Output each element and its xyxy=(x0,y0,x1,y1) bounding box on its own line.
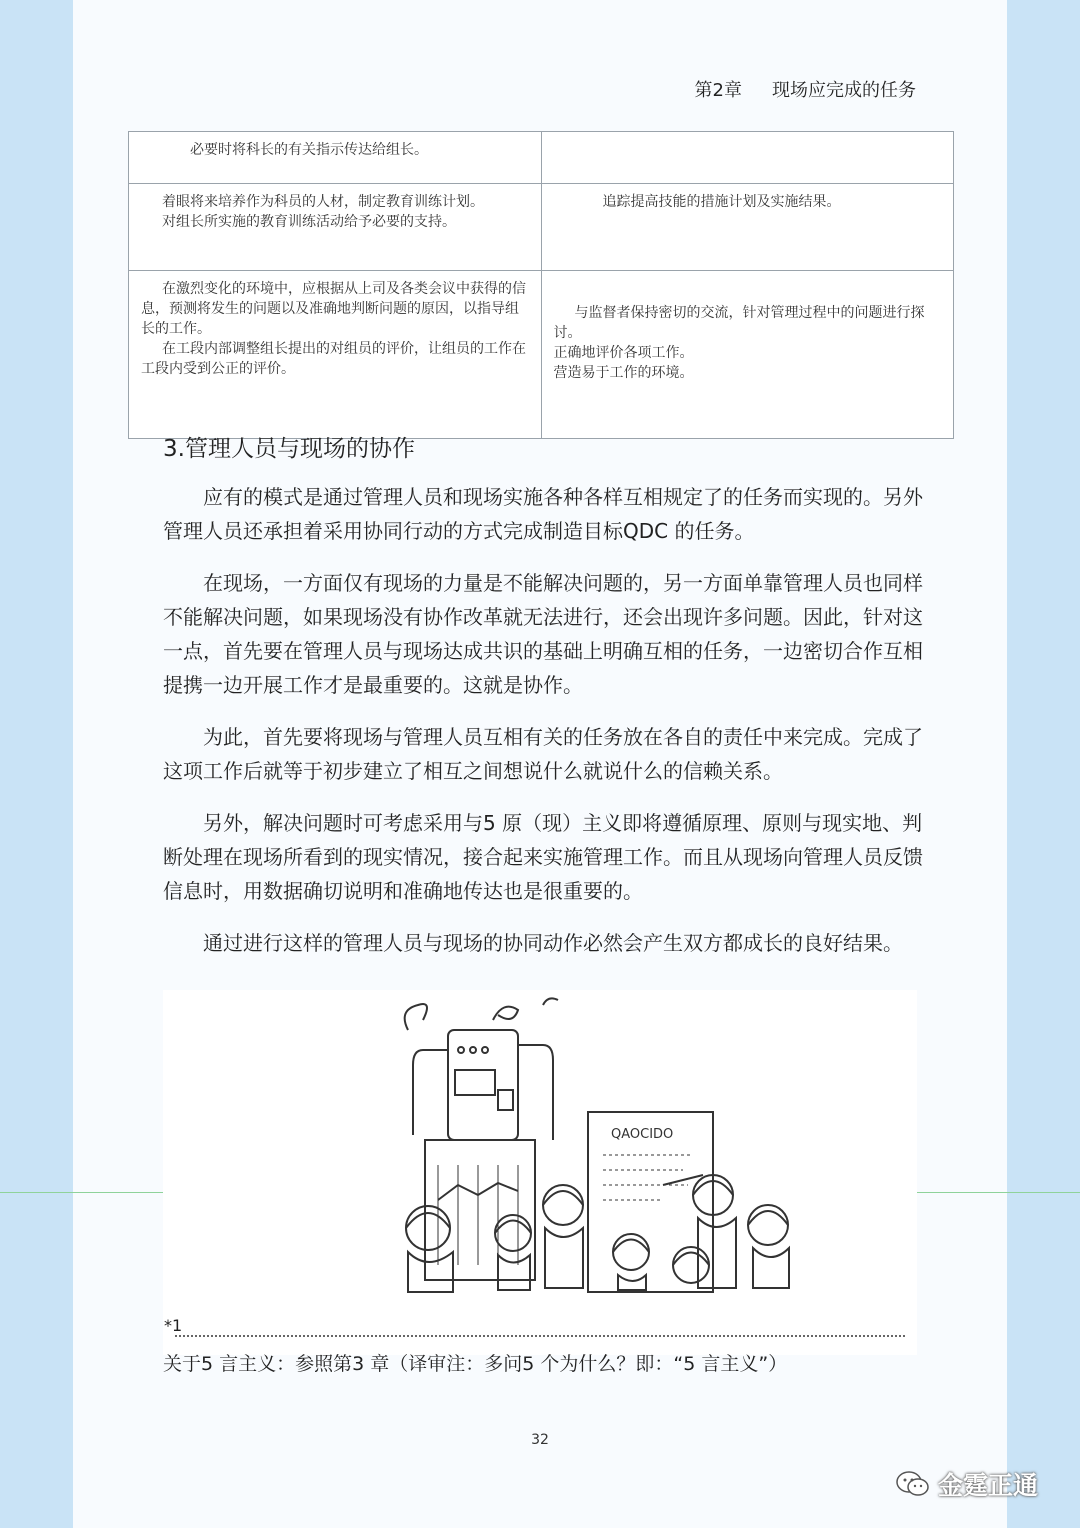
body-text xyxy=(163,480,929,978)
table-row xyxy=(129,184,954,271)
footnote-text: 关于5 言主义：参照第3 章（译审注：多问5 个为什么？即：“5 言主义”） xyxy=(163,1353,788,1375)
cell-text: 正确地评价各项工作。 xyxy=(553,345,694,361)
table-cell-right xyxy=(541,271,954,439)
chapter-title: 现场应完成的任务 xyxy=(772,80,916,101)
cell-text: 追踪提高技能的措施计划及实施结果。 xyxy=(602,194,841,210)
workers-group xyxy=(406,1175,789,1292)
cell-text: 对组长所实施的教育训练活动给予必要的支持。 xyxy=(162,214,456,230)
cell-text: 在工段内部调整组长提出的对组员的评价，让组员的工作在工段内受到公正的评价。 xyxy=(141,341,526,377)
page-number: 32 xyxy=(531,1432,549,1448)
table-cell-right xyxy=(541,132,954,184)
section-title: 3.管理人员与现场的协作 xyxy=(163,436,415,462)
workers-illustration xyxy=(163,990,917,1355)
cell-text: 营造易于工作的环境。 xyxy=(553,365,694,381)
cell-text: 着眼将来培养作为科员的人材，制定教育训练计划。 xyxy=(162,194,484,210)
watermark-text: 金霆正通 xyxy=(938,1471,1039,1500)
table-cell-left xyxy=(129,184,542,271)
table-row xyxy=(129,271,954,439)
paragraph: 另外，解决问题时可考虑采用与5 原（现）主义即将遵循原理、原则与现实地、判断处理在现场所看到的现实情况，接合起来实施管理工作。而且从现场向管理人员反馈信息时，用数据确切说明和准确地传达也是很重要的。 xyxy=(163,811,923,903)
paragraph: 在现场，一方面仅有现场的力量是不能解决问题的，另一方面单靠管理人员也同样不能解决问题，如果现场没有协作改革就无法进行，还会出现许多问题。因此，针对这一点，首先要在管理人员与现场达成共识的基础上明确互相的任务，一边密切合作互相提携一边开展工作才是最重要的。这就是协作。 xyxy=(163,571,923,697)
duties-table xyxy=(128,131,954,439)
account-watermark xyxy=(896,1466,1038,1502)
paragraph: 为此，首先要将现场与管理人员互相有关的任务放在各自的责任中来完成。完成了这项工作后就等于初步建立了相互之间想说什么就说什么的信赖关系。 xyxy=(163,725,923,783)
cell-text: 在激烈变化的环境中，应根据从上司及各类会议中获得的信息，预测将发生的问题以及准确地判断问题的原因，以指导组长的工作。 xyxy=(141,281,526,337)
table-cell-left xyxy=(129,132,542,184)
paragraph: 应有的模式是通过管理人员和现场实施各种各样互相规定了的任务而实现的。另外管理人员还承担着采用协同行动的方式完成制造目标QDC 的任务。 xyxy=(163,485,923,543)
cell-text: 与监督者保持密切的交流，针对管理过程中的问题进行探讨。 xyxy=(553,305,925,341)
wechat-icon xyxy=(896,1470,930,1498)
running-header xyxy=(665,76,916,102)
table-cell-right xyxy=(541,184,954,271)
table-row xyxy=(129,132,954,184)
cell-text: 必要时将科长的有关指示传达给组长。 xyxy=(190,142,428,158)
footnote-rule xyxy=(175,1335,905,1337)
paragraph: 通过进行这样的管理人员与现场的协同动作必然会产生双方都成长的良好结果。 xyxy=(203,931,903,955)
board-label: QAOCIDO xyxy=(611,1127,674,1142)
footnote-mark: *1 xyxy=(164,1316,183,1335)
machine-drawing xyxy=(405,998,558,1280)
chapter-number: 第2章 xyxy=(694,80,742,101)
table-cell-left xyxy=(129,271,542,439)
